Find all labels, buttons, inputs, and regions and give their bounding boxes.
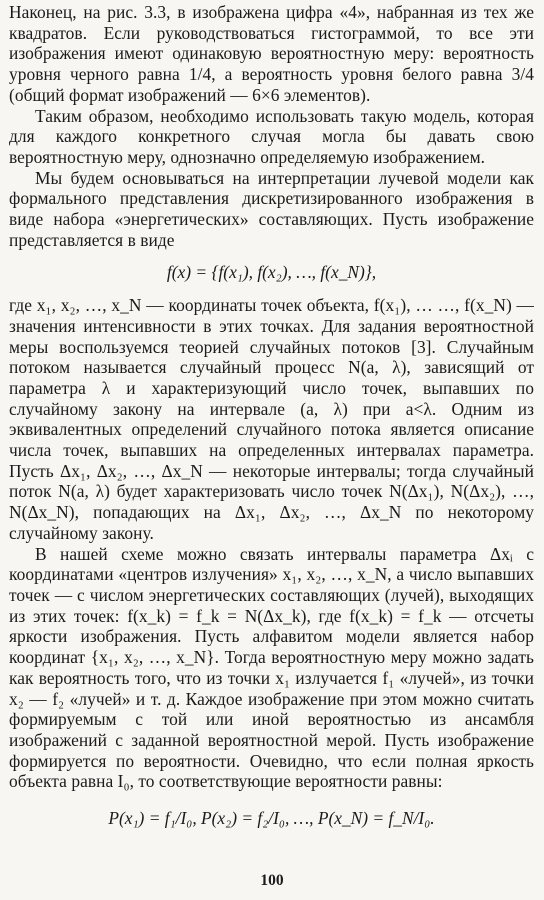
paragraph-5: В нашей схеме можно связать интервалы параметра Δxᵢ с координатами «центров излучения» x₁, x₂, …, x_N, а число выпавших точек — с числом энергетических составляющих (лучей), выходящих из этих точек: f(x_k) = f_k = N(Δx_k), где f(x_k) = f_k — отсчеты яркости изображения. Пусть алфавитом модели является набор координат {x₁, x₂, …, x_N}. Тогда вероятностную меру можно задать как вероятность того, что из точки x₁ излучается f₁ «лучей», из точки x₂ — f₂ «лучей» и т. д. Каждое изображение при этом можно считать формируемым с той или иной вероятностью из ансамбля изображений с заданной вероятностной мерой. Пусть изображение формируется по вероятности. Очевидно, что если полная яркость объекта равна I₀, то соответствующие вероятности равны: — [9, 543, 534, 792]
formula-image-definition: f(x) = {f(x₁), f(x₂), …, f(x_N)}, — [166, 262, 377, 283]
formula-probabilities: P(x₁) = f₁/I₀, P(x₂) = f₂/I₀, …, P(x_N) = f_N/I₀. — [108, 808, 435, 829]
paragraph-2: Таким образом, необходимо использовать такую модель, которая для каждого конкретного случая могла бы давать свою вероятностную меру, однозначно определяемую изображением. — [9, 105, 534, 167]
paragraph-1: Наконец, на рис. 3.3, в изображена цифра «4», набранная из тех же квадратов. Если руководствоваться гистограммой, то все эти изображения имеют одинаковую вероятностную меру: вероятность уровня черного равна 1/4, а вероятность уровня белого равна 3/4 (общий формат изображений — 6×6 элементов). — [9, 2, 534, 105]
paragraph-4: где x₁, x₂, …, x_N — координаты точек объекта, f(x₁), … …, f(x_N) — значения интенсивности в этих точках. Для задания вероятностной меры воспользуемся теорией случайных потоков [3]. Случайным потоком называется случайный процесс N(a, λ), зависящий от параметра λ и характеризующий число точек, выпавших по случайному закону на интервале (a, λ) при a<λ. Одним из эквивалентных определений случайного потока является описание числа точек, выпавших на определенных интервалах параметра. Пусть Δx₁, Δx₂, …, Δx_N — некоторые интервалы; тогда случайный поток N(a, λ) будет характеризовать число точек N(Δx₁), N(Δx₂), …, N(Δx_N), попадающих на Δx₁, Δx₂, …, Δx_N по некоторому случайному закону. — [9, 295, 534, 543]
paragraph-3: Мы будем основываться на интерпретации лучевой модели как формального представления дискретизированного изображения в виде набора «энергетических» составляющих. Пусть изображение представляется в виде — [9, 167, 534, 250]
page-number: 100 — [260, 872, 284, 889]
